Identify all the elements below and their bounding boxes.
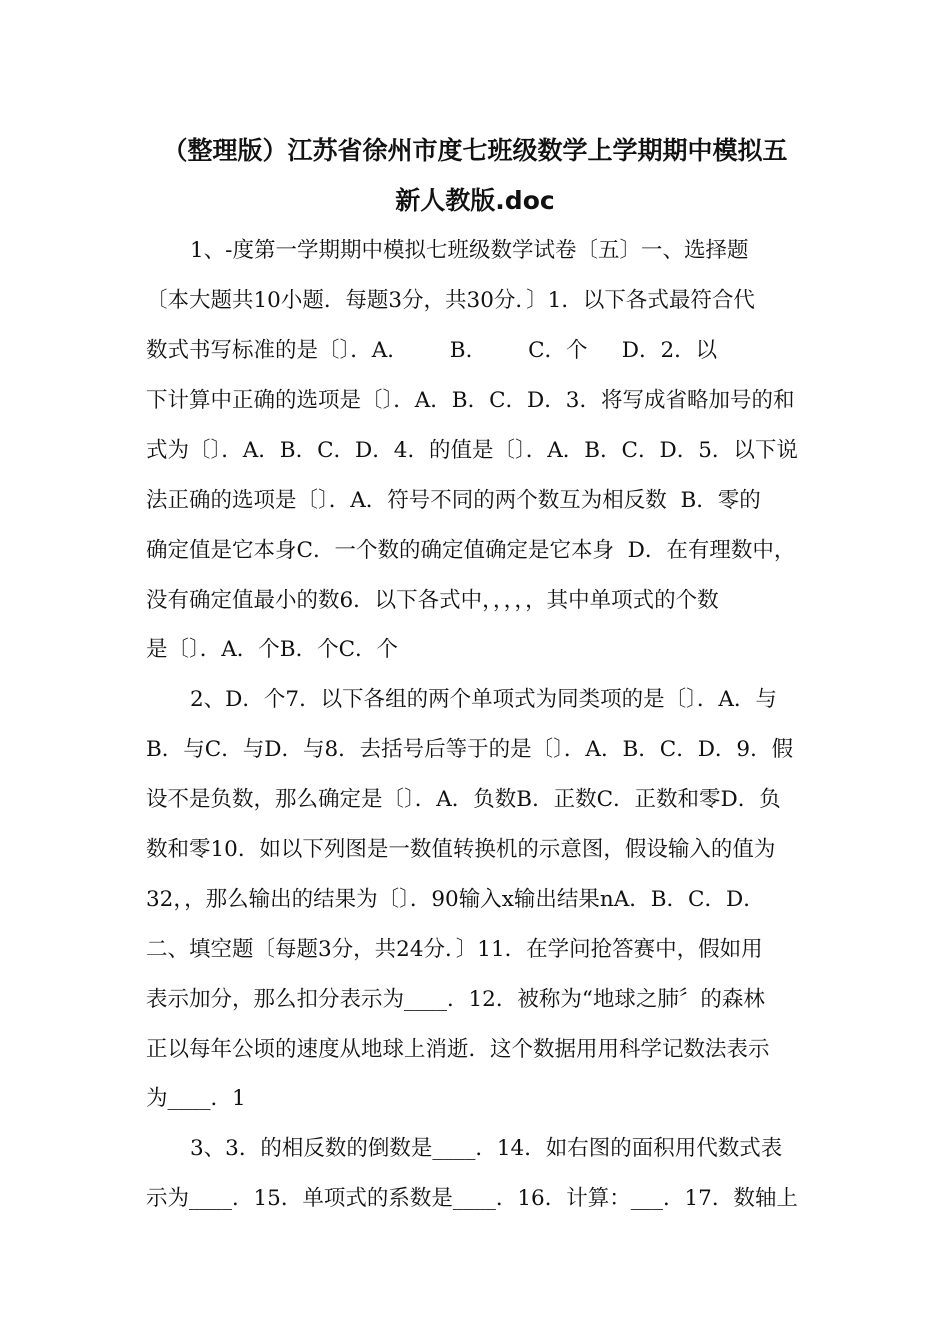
body-text-line: 数和零10．如以下列图是一数值转换机的示意图，假设输入的值为: [146, 837, 776, 862]
body-text-line: 二、填空题〔每题3分，共24分．〕11．在学问抢答赛中，假如用: [146, 937, 763, 962]
body-text-line: B．与C．与D．与8．去括号后等于的是〔〕．A．B．C．D．9．假: [146, 737, 794, 762]
body-text-line: 2、D．个7．以下各组的两个单项式为同类项的是〔〕．A．与: [190, 687, 777, 712]
body-text-line: 表示加分，那么扣分表示为____．12．被称为“地球之肺〞的森林: [146, 987, 765, 1012]
document-title-line-1: （整理版）江苏省徐州市度七班级数学上学期期中模拟五: [162, 136, 788, 165]
body-text-line: 示为____．15．单项式的系数是____．16．计算：___．17．数轴上: [146, 1186, 798, 1211]
body-text-line: 数式书写标准的是〔〕．A． B． C．个 D．2．以: [146, 338, 718, 363]
body-text-line: 1、-度第一学期期中模拟七班级数学试卷〔五〕一、选择题: [190, 238, 749, 263]
body-text-line: 是〔〕．A．个B．个C．个: [146, 637, 399, 662]
document-title-line-2: 新人教版.doc: [395, 186, 555, 215]
body-text-line: 法正确的选项是〔〕．A．符号不同的两个数互为相反数 B．零的: [146, 488, 761, 513]
body-text-line: 设不是负数，那么确定是〔〕．A．负数B．正数C．正数和零D．负: [146, 787, 781, 812]
body-text-line: 确定值是它本身C．一个数的确定值确定是它本身 D．在有理数中，: [146, 538, 796, 563]
body-text-line: 下计算中正确的选项是〔〕．A．B．C．D．3．将写成省略加号的和: [146, 388, 795, 413]
body-text-line: 正以每年公顷的速度从地球上消逝．这个数据用用科学记数法表示: [146, 1037, 770, 1062]
body-text-line: 为____．1: [146, 1086, 246, 1111]
body-text-line: 没有确定值最小的数6．以下各式中，，，，，其中单项式的个数: [146, 588, 719, 613]
body-text-line: 32，，那么输出的结果为〔〕．90输入x输出结果nA．B．C．D．: [146, 887, 765, 912]
body-text-line: 〔本大题共10小题．每题3分，共30分．〕1．以下各式最符合代: [146, 288, 755, 313]
body-text-line: 3、3．的相反数的倒数是____．14．如右图的面积用代数式表: [190, 1136, 783, 1161]
body-text-line: 式为〔〕．A．B．C．D．4．的值是〔〕．A．B．C．D．5．以下说: [146, 438, 798, 463]
